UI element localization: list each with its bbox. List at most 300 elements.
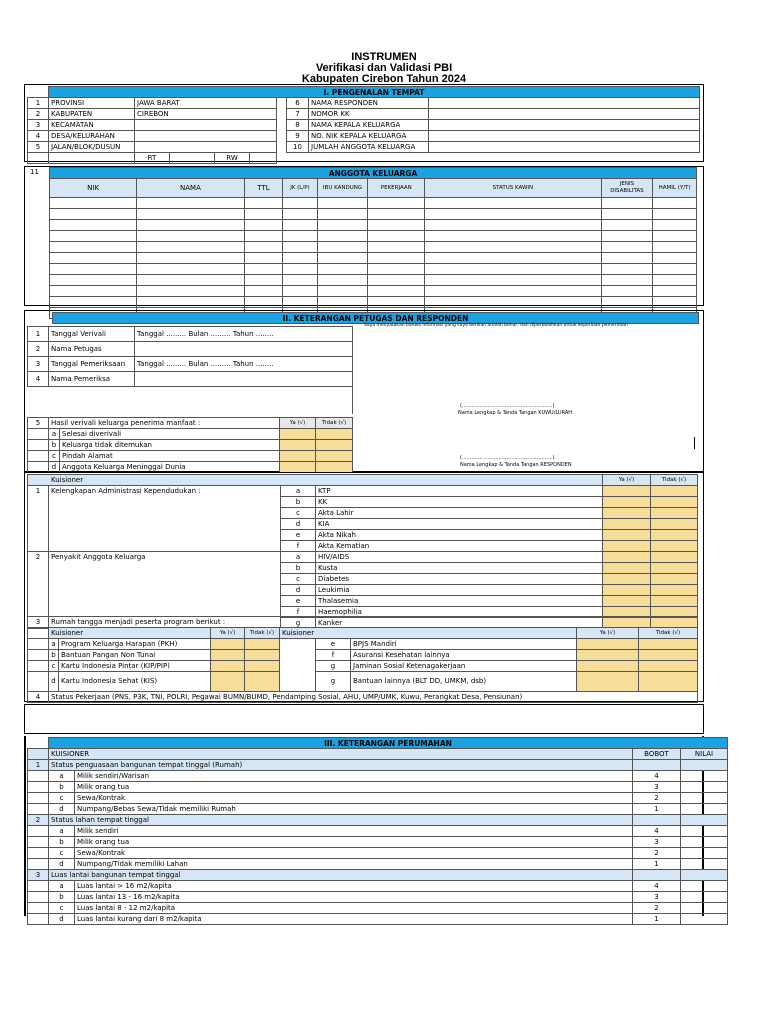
anggota-cell[interactable] (50, 209, 137, 220)
checkbox-ya[interactable] (577, 650, 639, 661)
anggota-table (49, 167, 697, 319)
label-rt: RT (147, 153, 157, 162)
checkbox-tidak[interactable] (651, 486, 698, 497)
anggota-cell[interactable] (653, 209, 697, 220)
checkbox-tidak[interactable] (651, 541, 698, 552)
anggota-cell[interactable] (653, 275, 697, 286)
checkbox-tidak[interactable] (651, 519, 698, 530)
checkbox-tidak[interactable] (651, 530, 698, 541)
anggota-cell[interactable] (317, 231, 368, 242)
item-label: Milik sendiri/Warisan (75, 771, 633, 782)
anggota-cell[interactable] (601, 297, 653, 308)
anggota-cell[interactable] (601, 231, 653, 242)
anggota-cell[interactable] (50, 242, 137, 253)
kuisioner-row (28, 574, 698, 585)
perumahan-group (28, 815, 728, 826)
item-key: b (49, 837, 75, 848)
item-key: b (281, 563, 316, 574)
field-kecamatan[interactable] (135, 120, 277, 131)
anggota-cell[interactable] (653, 220, 697, 231)
checkbox-tidak[interactable] (316, 451, 353, 462)
perumahan-item (28, 848, 728, 859)
item-label: Diabetes (316, 574, 603, 585)
label-nomor-kk: NOMOR KK (309, 109, 429, 120)
anggota-cell[interactable] (653, 242, 697, 253)
anggota-cell[interactable] (601, 198, 653, 209)
nilai-field[interactable] (681, 804, 728, 815)
row-no (28, 541, 49, 552)
nilai-field[interactable] (681, 892, 728, 903)
anggota-cell[interactable] (283, 209, 317, 220)
item-key: b (49, 892, 75, 903)
bobot-value: 4 (633, 771, 681, 782)
field-jalan[interactable] (135, 142, 277, 153)
anggota-no: 11 (30, 168, 39, 176)
row-no (28, 497, 49, 508)
item-key: a (281, 552, 316, 563)
anggota-cell[interactable] (601, 264, 653, 275)
anggota-cell[interactable] (425, 220, 601, 231)
checkbox-tidak[interactable] (245, 639, 280, 650)
checkbox-ya[interactable] (211, 661, 245, 672)
item-label: Sewa/Kontrak (75, 848, 633, 859)
checkbox-ya[interactable] (577, 639, 639, 650)
bobot-value: 2 (633, 848, 681, 859)
checkbox-tidak[interactable] (316, 440, 353, 451)
field-nama-responden[interactable] (429, 98, 700, 109)
nilai-field[interactable] (681, 793, 728, 804)
perumahan-item (28, 837, 728, 848)
item-key: e (316, 639, 351, 650)
anggota-cell[interactable] (601, 209, 653, 220)
anggota-cell[interactable] (601, 275, 653, 286)
empty-box (24, 704, 704, 734)
item-asuransi-lain: Asuransi Kesehatan lainnya (351, 650, 577, 661)
question-label (49, 574, 281, 585)
col-tidak: Tidak (√) (316, 418, 353, 429)
checkbox-ya[interactable] (211, 639, 245, 650)
anggota-cell[interactable] (425, 264, 601, 275)
anggota-cell[interactable] (601, 242, 653, 253)
anggota-cell[interactable] (368, 220, 425, 231)
anggota-cell[interactable] (601, 220, 653, 231)
col-ya: Ya (√) (211, 628, 245, 639)
item-key: b (49, 440, 60, 451)
item-key: c (49, 903, 75, 914)
kuisioner-row (28, 552, 698, 563)
bobot-value: 2 (633, 903, 681, 914)
section2-title: II. KETERANGAN PETUGAS DAN RESPONDEN (53, 313, 699, 324)
kuisioner-row (28, 519, 698, 530)
item-key: a (49, 639, 59, 650)
anggota-cell[interactable] (137, 275, 244, 286)
col-ya: Ya (√) (603, 475, 651, 486)
row-spacer (28, 881, 49, 892)
checkbox-tidak[interactable] (245, 672, 280, 692)
anggota-cell[interactable] (244, 242, 283, 253)
anggota-cell[interactable] (317, 297, 368, 308)
perumahan-item (28, 804, 728, 815)
row-no: 3 (28, 870, 49, 881)
perumahan-group (28, 760, 728, 771)
checkbox-tidak[interactable] (245, 661, 280, 672)
checkbox-tidak[interactable] (651, 585, 698, 596)
checkbox-ya[interactable] (280, 451, 316, 462)
row-no: 10 (287, 142, 309, 153)
bobot-value: 1 (633, 914, 681, 925)
col-nik: NIK (50, 179, 137, 198)
bobot-empty (633, 870, 681, 881)
anggota-cell[interactable] (283, 231, 317, 242)
field-desa[interactable] (135, 131, 277, 142)
item-key: c (49, 661, 59, 672)
kuisioner-header: Kuisioner (28, 475, 603, 486)
signature-line-responden[interactable]: (.........................................................) (460, 455, 555, 461)
field-nama-pemeriksa[interactable] (135, 372, 353, 387)
anggota-row (50, 275, 697, 286)
row-no: 2 (28, 342, 49, 357)
nilai-field[interactable] (681, 914, 728, 925)
field-nomor-kk[interactable] (429, 109, 700, 120)
anggota-cell[interactable] (368, 297, 425, 308)
anggota-cell[interactable] (244, 297, 283, 308)
checkbox-tidak[interactable] (651, 596, 698, 607)
divider (352, 326, 353, 414)
item-anggota-meninggal: Anggota Keluarga Meninggal Dunia (60, 462, 280, 473)
item-keluarga-tidak-ditemukan: Keluarga tidak ditemukan (60, 440, 280, 451)
checkbox-ya[interactable] (603, 497, 651, 508)
checkbox-tidak[interactable] (639, 650, 698, 661)
anggota-cell[interactable] (425, 242, 601, 253)
label-nik-kepala: NO. NIK KEPALA KELUARGA (309, 131, 429, 142)
field-tanggal-verivali[interactable]: Tanggal ......... Bulan ......... Tahun ........ (135, 327, 353, 342)
perumahan-group (28, 870, 728, 881)
item-key: a (49, 881, 75, 892)
field-jumlah-anggota[interactable] (429, 142, 700, 153)
anggota-cell[interactable] (137, 264, 244, 275)
row-spacer (28, 848, 49, 859)
petugas-table (27, 326, 353, 387)
anggota-cell[interactable] (601, 253, 653, 264)
anggota-cell[interactable] (653, 198, 697, 209)
anggota-cell[interactable] (50, 231, 137, 242)
anggota-cell[interactable] (368, 253, 425, 264)
anggota-cell[interactable] (317, 286, 368, 297)
anggota-cell[interactable] (317, 209, 368, 220)
checkbox-ya[interactable] (603, 596, 651, 607)
question-label (49, 508, 281, 519)
anggota-cell[interactable] (317, 264, 368, 275)
checkbox-ya[interactable] (577, 672, 639, 692)
question-label: Penyakit Anggota Keluarga (49, 552, 281, 563)
title-verifikasi: Verifikasi dan Validasi PBI (315, 62, 453, 74)
signature-line-kuwu[interactable]: (.........................................................) (460, 403, 555, 409)
row-no: 4 (28, 692, 49, 703)
anggota-cell[interactable] (137, 220, 244, 231)
checkbox-ya[interactable] (603, 552, 651, 563)
anggota-cell[interactable] (244, 264, 283, 275)
anggota-cell[interactable] (653, 297, 697, 308)
anggota-cell[interactable] (368, 242, 425, 253)
item-label: Akta Kematian (316, 541, 603, 552)
item-key: b (281, 497, 316, 508)
item-label: Luas lantai > 16 m2/kapita (75, 881, 633, 892)
checkbox-tidak[interactable] (316, 429, 353, 440)
nilai-field[interactable] (681, 903, 728, 914)
item-label: Thalasemia (316, 596, 603, 607)
anggota-cell[interactable] (283, 264, 317, 275)
item-key: a (49, 826, 75, 837)
section1-title: I. PENGENALAN TEMPAT (49, 87, 700, 98)
anggota-cell[interactable] (137, 209, 244, 220)
item-label: KK (316, 497, 603, 508)
field-nik-kepala[interactable] (429, 131, 700, 142)
item-key: d (49, 462, 60, 473)
anggota-cell[interactable] (283, 275, 317, 286)
anggota-cell[interactable] (50, 220, 137, 231)
anggota-cell[interactable] (317, 198, 368, 209)
row-spacer (28, 837, 49, 848)
anggota-cell[interactable] (50, 286, 137, 297)
row-no (28, 508, 49, 519)
value-provinsi[interactable]: JAWA BARAT (135, 98, 277, 109)
item-label: Numpang/Tidak memiliki Lahan (75, 859, 633, 870)
checkbox-tidak[interactable] (651, 574, 698, 585)
anggota-cell[interactable] (50, 253, 137, 264)
anggota-cell[interactable] (137, 231, 244, 242)
anggota-cell[interactable] (368, 286, 425, 297)
field-rt[interactable] (170, 153, 215, 163)
checkbox-ya[interactable] (603, 508, 651, 519)
bobot-value: 4 (633, 881, 681, 892)
col-tidak: Tidak (√) (651, 475, 698, 486)
anggota-cell[interactable] (137, 297, 244, 308)
anggota-cell[interactable] (653, 231, 697, 242)
row-no: 6 (287, 98, 309, 109)
item-jamsostek: Jaminan Sosial Ketenagakerjaan (351, 661, 577, 672)
item-kip: Kartu Indonesia Pintar (KIP/PIP) (59, 661, 211, 672)
item-key: f (281, 541, 316, 552)
col-tidak: Tidak (√) (245, 628, 280, 639)
item-label: Akta Lahir (316, 508, 603, 519)
item-key: d (49, 672, 59, 692)
row-no: 3 (28, 120, 49, 131)
anggota-cell[interactable] (425, 209, 601, 220)
anggota-cell[interactable] (50, 198, 137, 209)
item-label: Haemophilia (316, 607, 603, 618)
anggota-cell[interactable] (368, 264, 425, 275)
row-no: 7 (287, 109, 309, 120)
checkbox-tidak[interactable] (651, 508, 698, 519)
item-key: a (49, 429, 60, 440)
anggota-cell[interactable] (653, 264, 697, 275)
anggota-cell[interactable] (283, 220, 317, 231)
nilai-field[interactable] (681, 837, 728, 848)
nilai-field[interactable] (681, 782, 728, 793)
anggota-cell[interactable] (653, 253, 697, 264)
row-no: 3 (28, 357, 49, 372)
label-nama-kepala-keluarga: NAMA KEPALA KELUARGA (309, 120, 429, 131)
field-nama-petugas[interactable] (135, 342, 353, 357)
checkbox-ya[interactable] (280, 462, 316, 473)
field-tanggal-pemeriksaan[interactable]: Tanggal ......... Bulan ......... Tahun ........ (135, 357, 353, 372)
anggota-cell[interactable] (244, 286, 283, 297)
checkbox-ya[interactable] (280, 429, 316, 440)
anggota-cell[interactable] (50, 264, 137, 275)
field-nama-kepala-keluarga[interactable] (429, 120, 700, 131)
checkbox-tidak[interactable] (639, 661, 698, 672)
border-left (24, 736, 26, 916)
anggota-cell[interactable] (425, 275, 601, 286)
checkbox-ya[interactable] (280, 440, 316, 451)
bobot-empty (633, 760, 681, 771)
anggota-cell[interactable] (244, 275, 283, 286)
item-label: Numpang/Bebas Sewa/Tidak memiliki Rumah (75, 804, 633, 815)
question-label (49, 519, 281, 530)
anggota-cell[interactable] (137, 286, 244, 297)
anggota-cell[interactable] (50, 297, 137, 308)
checkbox-ya[interactable] (603, 585, 651, 596)
item-key: d (49, 804, 75, 815)
item-key: e (281, 596, 316, 607)
row-no (28, 519, 49, 530)
col-ibu-kandung: IBU KANDUNG (317, 179, 368, 198)
anggota-title: ANGGOTA KELUARGA (50, 168, 697, 179)
nilai-field[interactable] (681, 881, 728, 892)
label-provinsi: PROVINSI (49, 98, 135, 109)
anggota-cell[interactable] (425, 297, 601, 308)
anggota-cell[interactable] (244, 198, 283, 209)
checkbox-tidak[interactable] (651, 563, 698, 574)
bobot-value: 2 (633, 793, 681, 804)
item-key: b (49, 650, 59, 661)
checkbox-ya[interactable] (211, 650, 245, 661)
program-kuisioner-left: Kuisioner (49, 628, 211, 639)
bobot-value: 3 (633, 837, 681, 848)
anggota-cell[interactable] (244, 231, 283, 242)
item-pindah-alamat: Pindah Alamat (60, 451, 280, 462)
anggota-cell[interactable] (244, 253, 283, 264)
checkbox-ya[interactable] (603, 563, 651, 574)
item-label: KTP (316, 486, 603, 497)
bobot-value: 1 (633, 804, 681, 815)
nilai-field[interactable] (681, 826, 728, 837)
anggota-cell[interactable] (244, 209, 283, 220)
nilai-field[interactable] (681, 771, 728, 782)
anggota-cell[interactable] (317, 253, 368, 264)
anggota-cell[interactable] (283, 297, 317, 308)
item-label: Milik sendiri (75, 826, 633, 837)
checkbox-ya[interactable] (603, 541, 651, 552)
checkbox-ya[interactable] (603, 519, 651, 530)
checkbox-ya[interactable] (577, 661, 639, 672)
anggota-cell[interactable] (317, 242, 368, 253)
anggota-cell[interactable] (317, 220, 368, 231)
anggota-cell[interactable] (653, 286, 697, 297)
question-label (49, 497, 281, 508)
checkbox-tidak[interactable] (651, 552, 698, 563)
value-kabupaten[interactable]: CIREBON (135, 109, 277, 120)
nilai-field[interactable] (681, 859, 728, 870)
item-key: c (49, 848, 75, 859)
anggota-cell[interactable] (425, 198, 601, 209)
perumahan-item (28, 771, 728, 782)
item-key: c (281, 574, 316, 585)
anggota-cell[interactable] (368, 209, 425, 220)
checkbox-tidak[interactable] (651, 497, 698, 508)
anggota-cell[interactable] (368, 275, 425, 286)
checkbox-tidak[interactable] (639, 672, 698, 692)
anggota-row (50, 297, 697, 308)
row-no: 5 (28, 142, 49, 153)
label-tanggal-pemeriksaan: Tanggal Pemeriksaan (49, 357, 135, 372)
checkbox-ya[interactable] (603, 486, 651, 497)
anggota-row (50, 286, 697, 297)
item-key: g (316, 661, 351, 672)
col-hamil: HAMIL (Y/T) (653, 179, 697, 198)
col-jenis-disabilitas: JENIS DISABILITAS (601, 179, 653, 198)
row-no (28, 596, 49, 607)
anggota-cell[interactable] (244, 220, 283, 231)
anggota-cell[interactable] (317, 275, 368, 286)
item-key: d (281, 519, 316, 530)
anggota-cell[interactable] (368, 198, 425, 209)
checkbox-ya[interactable] (211, 672, 245, 692)
nilai-field[interactable] (681, 848, 728, 859)
anggota-cell[interactable] (50, 275, 137, 286)
anggota-cell[interactable] (425, 231, 601, 242)
field-rw[interactable] (250, 153, 277, 163)
anggota-cell[interactable] (137, 198, 244, 209)
bobot-value: 4 (633, 826, 681, 837)
anggota-cell[interactable] (283, 286, 317, 297)
col-tidak: Tidak (√) (639, 628, 698, 639)
label-desa: DESA/KELURAHAN (49, 131, 135, 142)
kuisioner-row (28, 585, 698, 596)
checkbox-tidak[interactable] (316, 462, 353, 473)
pengenalan-table (27, 86, 700, 164)
row-no (28, 530, 49, 541)
anggota-cell[interactable] (283, 242, 317, 253)
anggota-cell[interactable] (368, 231, 425, 242)
checkbox-tidak[interactable] (245, 650, 280, 661)
item-bpnt: Bantuan Pangan Non Tunai (59, 650, 211, 661)
group-label: Luas lantai bangunan tempat tinggal (49, 870, 633, 881)
label-nama-petugas: Nama Petugas (49, 342, 135, 357)
checkbox-ya[interactable] (603, 530, 651, 541)
anggota-cell[interactable] (137, 242, 244, 253)
item-label: Kusta (316, 563, 603, 574)
checkbox-tidak[interactable] (639, 639, 698, 650)
anggota-cell[interactable] (283, 253, 317, 264)
item-kis: Kartu Indonesia Sehat (KIS) (59, 672, 211, 692)
item-selesai-diverivali: Selesai diverivali (60, 429, 280, 440)
anggota-cell[interactable] (283, 198, 317, 209)
label-hasil-verivali: Hasil verivali keluarga penerima manfaat : (49, 418, 280, 429)
row-no (28, 574, 49, 585)
item-label: Akta Nikah (316, 530, 603, 541)
anggota-cell[interactable] (137, 253, 244, 264)
row-spacer (28, 914, 49, 925)
anggota-cell[interactable] (425, 286, 601, 297)
item-key: d (281, 585, 316, 596)
col-nama: NAMA (137, 179, 244, 198)
checkbox-ya[interactable] (603, 574, 651, 585)
anggota-cell[interactable] (425, 253, 601, 264)
row-no: 4 (28, 131, 49, 142)
anggota-cell[interactable] (601, 286, 653, 297)
nilai-empty (681, 760, 728, 771)
